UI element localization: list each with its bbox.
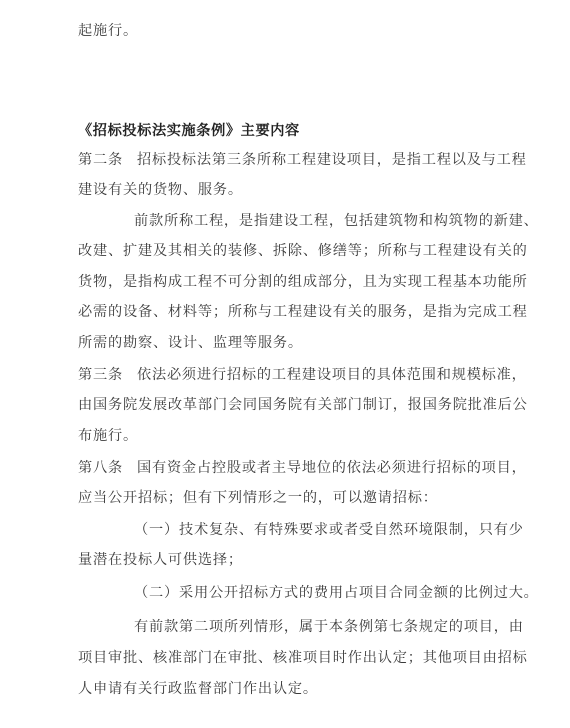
paragraph-line: 有前款第二项所列情形，属于本条例第七条规定的项目，由: [134, 619, 524, 635]
paragraph-line: 所需的勘察、设计、监理等服务。: [78, 335, 303, 351]
article-text: 依法必须进行招标的工程建设项目的具体范围和规模标准，: [136, 367, 527, 383]
list-item-1-line-1: （一）技术复杂、有特殊要求或者受自然环境限制，只有少: [134, 522, 524, 538]
paragraph-line: 人申请有关行政监督部门作出认定。: [78, 681, 318, 697]
paragraph-line: 应当公开招标；但有下列情形之一的，可以邀请招标：: [78, 490, 438, 506]
article-3-line-1: [78, 366, 527, 384]
list-item-2: （二）采用公开招标方式的费用占项目合同金额的比例过大。: [134, 585, 539, 601]
text-line: 起施行。: [78, 23, 138, 39]
paragraph-line: 项目审批、核准部门在审批、核准项目时作出认定；其他项目由招标: [78, 650, 528, 666]
article-text: 招标投标法第三条所称工程建设项目，是指工程以及与工程: [136, 152, 527, 168]
paragraph-line: 必需的设备、材料等；所称与工程建设有关的服务，是指为完成工程: [78, 304, 528, 320]
list-item-1-line-2: 量潜在投标人可供选择；: [78, 552, 243, 568]
paragraph-line: 前款所称工程，是指建设工程，包括建筑物和构筑物的新建、: [134, 213, 539, 229]
paragraph-line: 由国务院发展改革部门会同国务院有关部门制订，报国务院批准后公: [78, 397, 528, 413]
article-text: 国有资金占控股或者主导地位的依法必须进行招标的项目，: [136, 460, 527, 476]
paragraph-line: 货物，是指构成工程不可分割的组成部分，且为实现工程基本功能所: [78, 274, 528, 290]
article-2-line-2: 建设有关的货物、服务。: [78, 182, 243, 198]
paragraph-line: 改建、扩建及其相关的装修、拆除、修缮等；所称与工程建设有关的: [78, 243, 528, 259]
article-number: 第八条: [78, 460, 123, 476]
paragraph-line: 布施行。: [78, 428, 138, 444]
article-2-line-1: [78, 151, 527, 169]
article-number: 第三条: [78, 367, 123, 383]
article-8-line-1: [78, 459, 527, 477]
section-heading: 《招标投标法实施条例》主要内容: [78, 123, 300, 139]
article-number: 第二条: [78, 152, 123, 168]
